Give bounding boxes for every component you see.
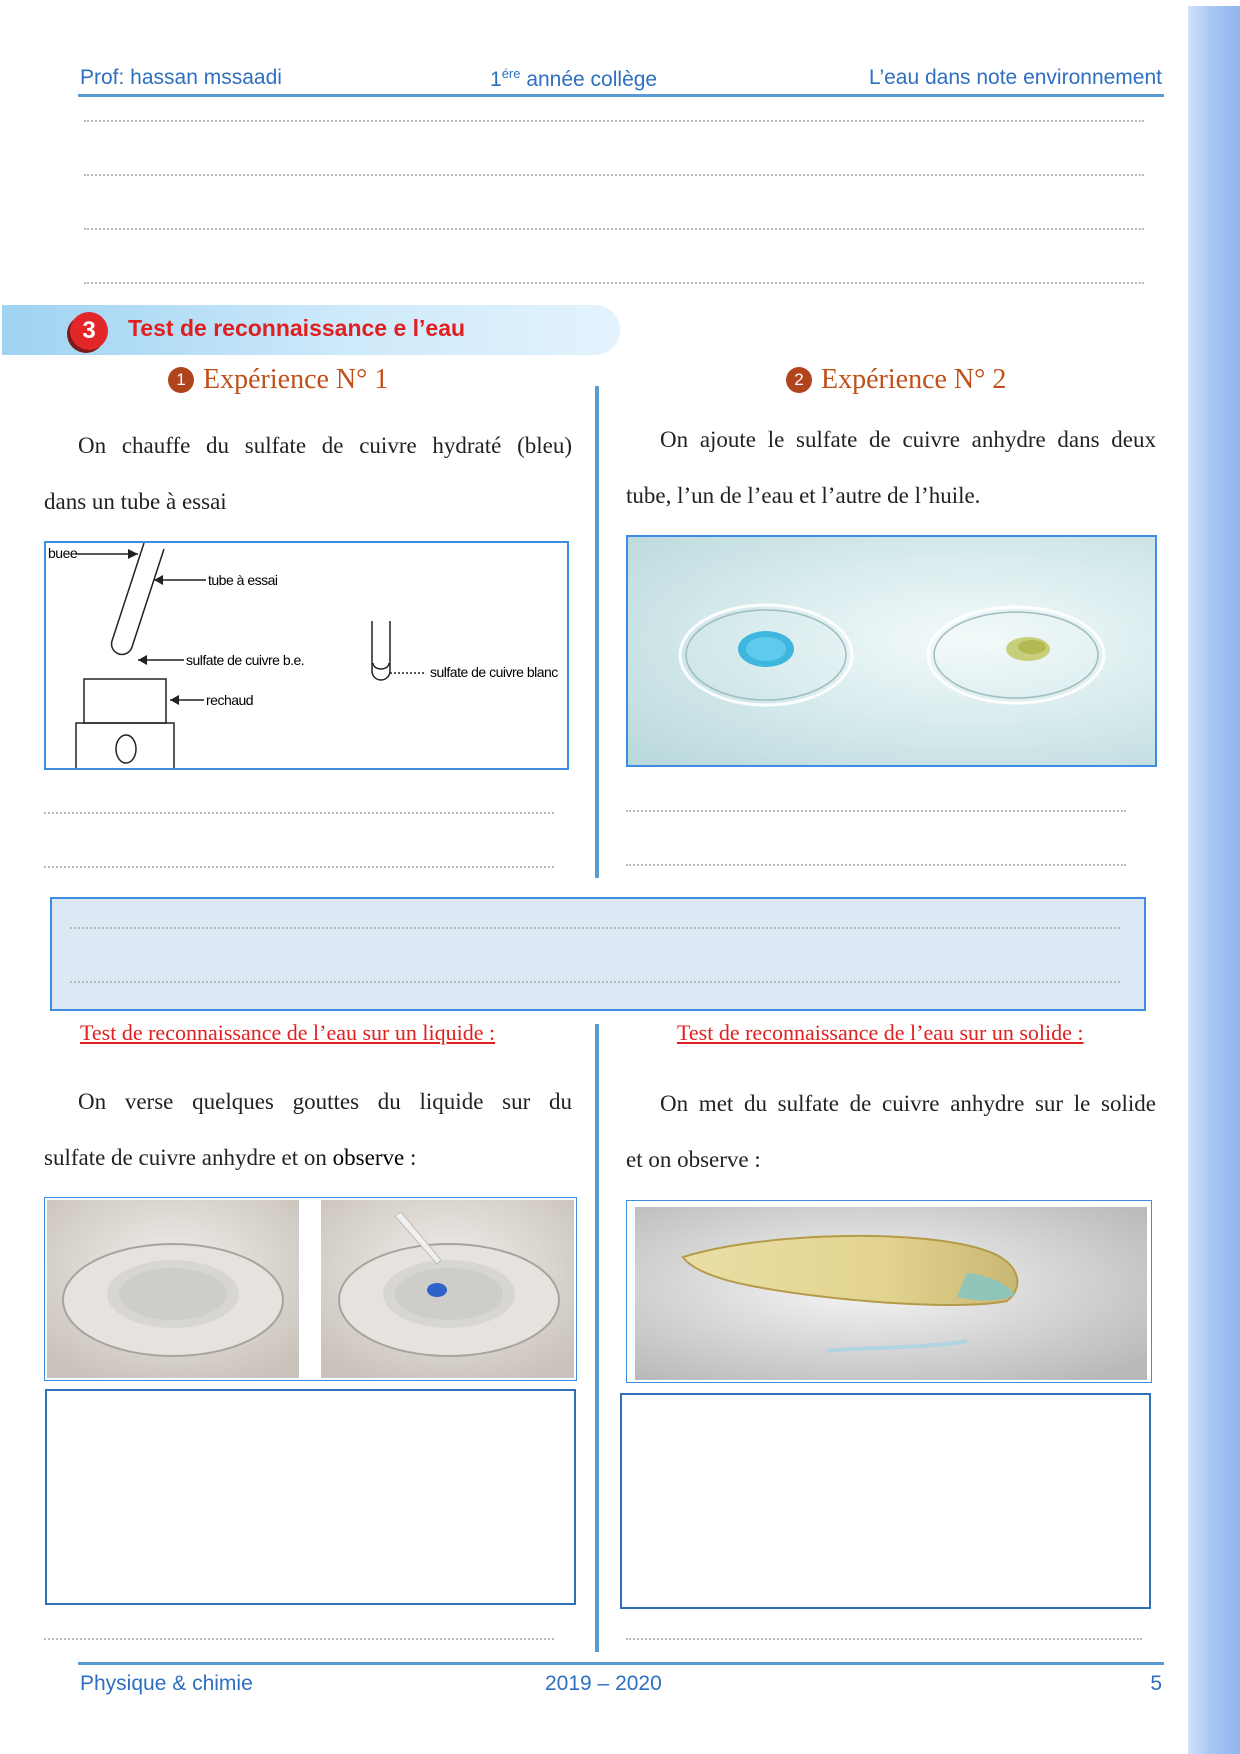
liquid-answer-box[interactable] — [45, 1389, 576, 1605]
experiment-2-number: 2 — [786, 367, 812, 393]
header-chapter: L’eau dans note environnement — [868, 66, 1162, 89]
header-rule — [78, 94, 1164, 97]
answer-line — [84, 120, 1144, 122]
conclusion-box — [50, 897, 1146, 1011]
experiment-1-diagram — [44, 541, 569, 770]
experiment-2-photo — [626, 535, 1157, 767]
section-number-badge: 3 — [70, 312, 108, 350]
header-level: $1^{ére}$ année collège — [490, 66, 658, 91]
footer-rule — [78, 1662, 1164, 1665]
answer-line — [626, 810, 1126, 812]
answer-line — [70, 981, 1120, 983]
answer-line — [70, 927, 1120, 929]
liquid-test-photos — [44, 1197, 577, 1381]
footer-subject: Physique & chimie — [80, 1672, 253, 1695]
label-buee: buee — [48, 545, 78, 561]
apple-slice-drawing — [627, 1201, 1151, 1382]
experiment-2-text: On ajoute le sulfate de cuivre anhydre dans deux tube, l’un de l’eau et l’autre de l’huile. — [626, 427, 1156, 508]
label-tube: tube à essai — [208, 572, 278, 588]
footer-page-number: 5 — [1150, 1672, 1162, 1695]
answer-line — [626, 1638, 1142, 1640]
answer-line — [84, 174, 1144, 176]
answer-line — [44, 812, 554, 814]
answer-line — [44, 1638, 554, 1640]
column-divider-bottom — [595, 1024, 599, 1652]
heating-apparatus-drawing — [46, 543, 567, 768]
solid-test-heading: Test de reconnaissance de l’eau sur un solide : — [677, 1020, 1084, 1045]
answer-line — [84, 282, 1144, 284]
answer-line — [84, 228, 1144, 230]
header-author: Prof: hassan mssaadi — [80, 66, 282, 89]
solid-answer-box[interactable] — [620, 1393, 1151, 1609]
experiment-1-title: 1 Expérience N° 1 — [168, 364, 388, 396]
label-rechaud: rechaud — [206, 692, 254, 708]
liquid-test-heading: Test de reconnaissance de l’eau sur un liquide : — [80, 1020, 496, 1045]
powder-dishes-drawing — [45, 1198, 576, 1380]
experiment-2-title: 2 Expérience N° 2 — [786, 364, 1006, 396]
experiment-1-text: On chauffe du sulfate de cuivre hydraté (bleu) dans un tube à essai — [44, 433, 572, 514]
footer-year: 2019 – 2020 — [545, 1672, 662, 1695]
label-sulfate-blanc: sulfate de cuivre blanc — [430, 664, 558, 680]
column-divider-top — [595, 386, 599, 878]
answer-line — [626, 864, 1126, 866]
experiment-1-number: 1 — [168, 367, 194, 393]
solid-test-photo — [626, 1200, 1152, 1383]
answer-line — [44, 866, 554, 868]
liquid-test-text: On verse quelques gouttes du liquide sur du sulfate de cuivre anhydre et on observe : — [44, 1089, 572, 1170]
solid-test-text: On met du sulfate de cuivre anhydre sur le solide et on observe : — [626, 1091, 1156, 1172]
section-title: Test de reconnaissance e l’eau — [128, 315, 466, 341]
page-side-band — [1188, 6, 1240, 1754]
label-sulfate: sulfate de cuivre b.e. — [186, 652, 305, 668]
two-petri-dishes — [628, 537, 1155, 765]
